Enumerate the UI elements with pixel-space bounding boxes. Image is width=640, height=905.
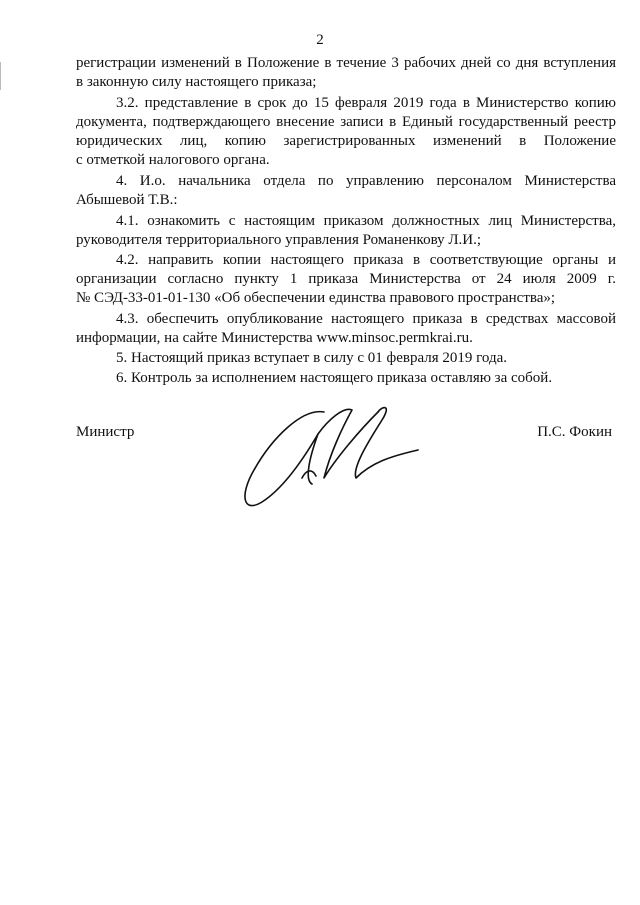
text-line: Абышевой Т.В.: [76, 192, 178, 208]
text-line: 6. Контроль за исполнением настоящего приказа оставляю за собой. [116, 370, 553, 386]
text-line: 4.3. обеспечить опубликование настоящего приказа в средствах массовой [116, 311, 616, 327]
scan-edge-mark [0, 62, 1, 90]
text-line: юридических лиц, копию зарегистрированных изменений в Положение [76, 133, 616, 149]
text-line: руководителя территориального управления Романенкову Л.И.; [76, 232, 482, 248]
text-line: 4. И.о. начальника отдела по управлению персоналом Министерства [116, 173, 616, 189]
text-line: организации согласно пункту 1 приказа Министерства от 24 июля 2009 г. [76, 271, 616, 287]
text-line: в законную силу настоящего приказа; [76, 74, 317, 90]
text-line: регистрации изменений в Положение в течение 3 рабочих дней со дня вступления [76, 55, 616, 71]
text-line: 4.1. ознакомить с настоящим приказом должностных лиц Министерства, [116, 213, 616, 229]
text-line: информации, на сайте Министерства www.minsoc.permkrai.ru. [76, 330, 473, 346]
text-line: 5. Настоящий приказ вступает в силу с 01 февраля 2019 года. [116, 350, 508, 366]
text-line: документа, подтверждающего внесение записи в Единый государственный реестр [76, 114, 616, 130]
signer-name: П.С. Фокин [537, 424, 612, 440]
text-line: 4.2. направить копии настоящего приказа в соответствующие органы и [116, 252, 616, 268]
signer-position: Министр [76, 424, 135, 440]
handwritten-signature [232, 398, 422, 518]
text-line: № СЭД-33-01-01-130 «Об обеспечении единства правового пространства»; [76, 290, 556, 306]
page-number: 2 [316, 32, 324, 48]
text-line: 3.2. представление в срок до 15 февраля 2019 года в Министерство копию [116, 95, 616, 111]
text-line: с отметкой налогового органа. [76, 152, 270, 168]
